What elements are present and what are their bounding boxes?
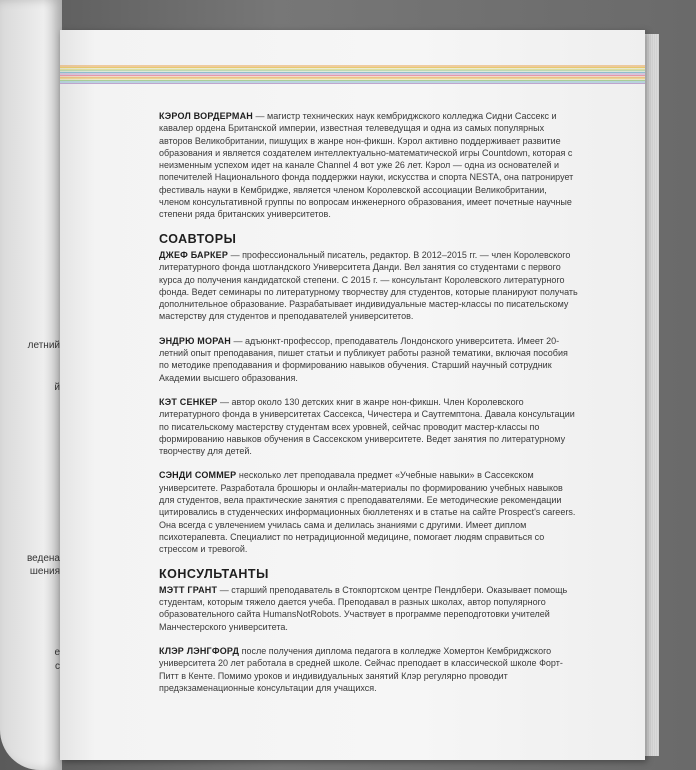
entry-name: ЭНДРЮ МОРАН <box>159 335 232 346</box>
entry-text: после получения диплома педагога в колледже Хомертон Кембриджского университета 20 лет работала в средней школе. Сейчас преподает в классической школе Форт-Питт в Кенте. Помимо уроков и индивидуальных занятий Клэр регулярно проводит предэкзаменационные консультации для учащихся. <box>159 645 563 693</box>
coauthor-entry <box>159 335 579 384</box>
entry-text: — старший преподаватель в Стокпортском центре Пендлбери. Оказывает помощь студентам, которым тяжело дается учеба. Преподавал в разных школах, автор популярного образовательного сайта HumansNotRobots. Участвует в программе переподготовки учителей Манчестерского университета. <box>159 584 568 632</box>
entry-text: — магистр технических наук кембриджского колледжа Сидни Сассекс и кавалер ордена Британской империи, известная телеведущая и одна из самых популярных авторов Великобритании, пишущих в жанре нон-фикшн. Кэрол активно поддерживает развитие образования и является создателем интеллектуально-математической игры Countdown, которая с неизменным успехом идет на канале Channel 4 вот уже 26 лет. Кэрол — одна из основателей и попечителей Национального фонда поддержки науки, искусства и спорта NESTA, она патронирует фестиваль науки в Кембридже, является членом Королевской ассоциации Великобритании, членом консультативной группы по вопросам инженерного образования, имеет почетные научные степени ряда британских университетов. <box>159 111 574 220</box>
entry-name: СЭНДИ СОММЕР <box>159 470 237 481</box>
left-page-fragment: й <box>54 382 60 393</box>
left-page-fragment: шения <box>29 566 60 577</box>
book-page <box>60 30 645 760</box>
section-title-coauthors: СОАВТОРЫ <box>159 231 237 246</box>
coauthor-entry <box>159 249 579 323</box>
left-page <box>0 0 62 770</box>
page-edge <box>645 34 659 756</box>
entry-text: — адъюнкт-профессор, преподаватель Лондонского университета. Имеет 20-летний опыт преподавания, пишет статьи и публикует работы разной тематики, включая пособия по методике преподавания и формированию навыков обучения. Старший научный сотрудник Академии высшего образования. <box>159 335 568 383</box>
page-content <box>159 110 579 706</box>
entry-text: — профессиональный писатель, редактор. В 2012–2015 гг. — член Королевского литературного фонда шотландского Университета Данди. Вел занятия со студентами с первого курса до получения кандидатской степени. С 2015 г. — консультант Королевского литературного фонда. Ведет семинары по литературному творчеству для студентов, которые планируют получать дополнительное образование. Разрабатывает индивидуальные мастер-классы по писательскому мастерству для студентов и преподавателей университетов. <box>159 249 578 322</box>
entry-name: КЛЭР ЛЭНГФОРД <box>159 645 240 656</box>
entry-name: КЭТ СЕНКЕР <box>159 396 218 407</box>
entry-name: ДЖЕФ БАРКЕР <box>159 249 229 260</box>
consultant-entry <box>159 645 579 694</box>
entry-text: — автор около 130 детских книг в жанре нон-фикшн. Член Королевского литературного фонда в университетах Сассекса, Чичестера и Саутгемптона. Давала консультации по писательскому мастерству студентам всех уровней, сейчас проводит мастер-классы по формированию навыков обучения в Сассекском университете. Ведет занятия по литературному творчеству для детей. <box>159 396 575 457</box>
coauthor-entry <box>159 396 579 457</box>
entry-name: МЭТТ ГРАНТ <box>159 584 218 595</box>
entry-name: КЭРОЛ ВОРДЕРМАН <box>159 111 253 121</box>
left-page-fragment: с <box>55 661 60 672</box>
decorative-stripes <box>60 64 645 116</box>
intro-entry <box>159 110 579 221</box>
left-page-fragment: летний <box>27 340 60 351</box>
coauthor-entry <box>159 469 579 555</box>
consultant-entry <box>159 584 579 633</box>
entry-text: несколько лет преподавала предмет «Учебные навыки» в Сассекском университете. Разработала брошюры и онлайн-материалы по формированию учебных навыков для студентов, вела практические занятия с преподавателями. Ее методические рекомендации цитировались в студенческих информационных бюллетенях и в статье на сайте Prospect's careers. Она всегда с увлечением училась сама и делилась знаниями с другими. Имеет диплом психотерапевта. Специалист по нетрадиционной медицине, помогает людям справиться со стрессом и тревогой. <box>159 470 576 555</box>
left-page-fragment: е <box>54 647 60 658</box>
section-title-consultants: КОНСУЛЬТАНТЫ <box>159 566 269 581</box>
left-page-fragment: ведена <box>26 553 60 564</box>
